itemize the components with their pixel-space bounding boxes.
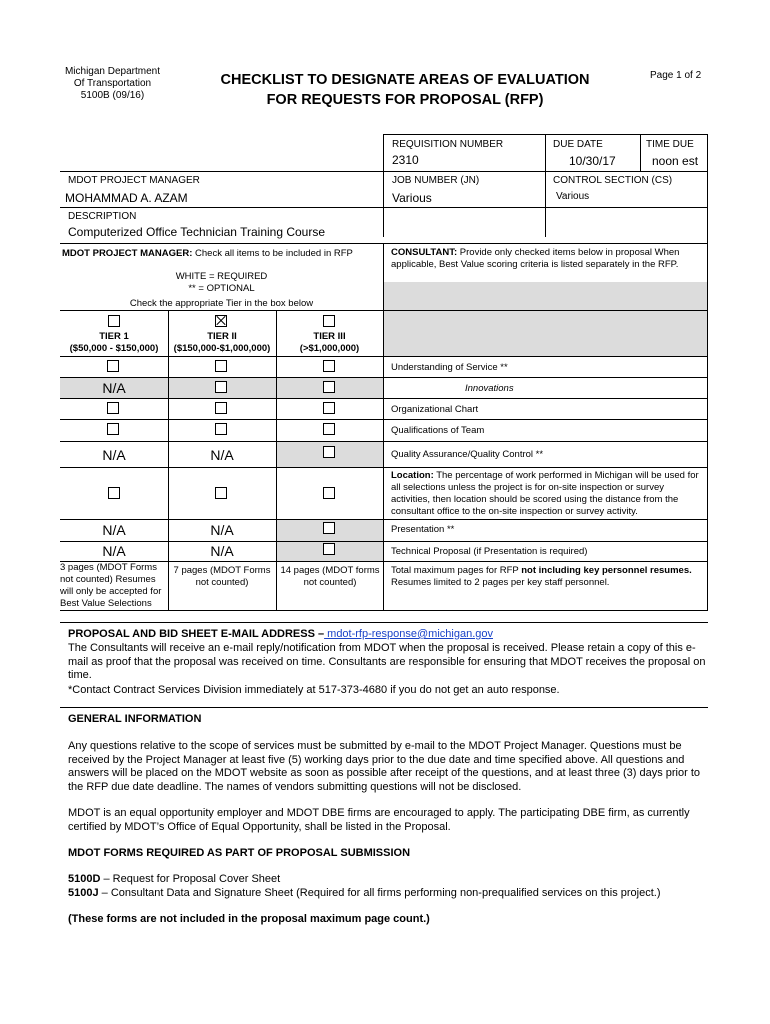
general-paragraph-eeo: MDOT is an equal opportunity employer and MDOT DBE firms are encouraged to apply. The participating DBE firm, as currently certified by MDOT’s Office of Equal Opportunity, shall be listed in the Proposal. <box>68 807 690 833</box>
location-tier2-checkbox[interactable] <box>215 487 227 499</box>
criterion-qualifications: Qualifications of Team <box>391 425 485 436</box>
criterion-org-chart: Organizational Chart <box>391 404 479 415</box>
qualifications-tier1-checkbox[interactable] <box>107 423 119 435</box>
email-body: The Consultants will receive an e-mail reply/notification from MDOT when the proposal is received. Please retain a copy of this e-mail as proof that the proposal was received on time. Consultants are responsible for ensuring that MDOT receives the proposal on time. <box>68 642 706 681</box>
tier-3-label: TIER III (>$1,000,000) <box>299 331 360 354</box>
forms-note: (These forms are not included in the proposal maximum page count.) <box>68 913 430 925</box>
qualifications-tier3-checkbox[interactable] <box>323 423 335 435</box>
job-number-field[interactable]: Various <box>392 191 432 205</box>
criterion-qa-qc: Quality Assurance/Quality Control ** <box>391 449 544 460</box>
requisition-field[interactable]: 2310 <box>392 153 419 167</box>
na-label: N/A <box>102 380 126 396</box>
tier-1-label: TIER 1 ($50,000 - $150,000) <box>69 331 159 354</box>
pm-instructions: MDOT PROJECT MANAGER: Check all items to be included in RFP <box>62 248 353 259</box>
tier-criteria-shade <box>384 310 708 356</box>
innovations-tier3-checkbox[interactable] <box>323 381 335 393</box>
general-paragraph-questions: Any questions relative to the scope of services must be submitted by e-mail to the MDOT Project Manager. Questions must be received by the Project Manager at least five (5) working days prior to the due date and time specified above. All questions and answers will be placed on the MDOT website as soon as possible after receipt of the questions, and at least three (3) days prior to the RFP due date deadline. The names of vendors submitting questions will not be disclosed. <box>68 740 701 793</box>
time-due-field[interactable]: noon est <box>652 154 699 168</box>
email-link[interactable]: mdot-rfp-response@michigan.gov <box>324 628 493 640</box>
criterion-technical-proposal: Technical Proposal (if Presentation is required) <box>391 546 588 557</box>
project-manager-field[interactable]: MOHAMMAD A. AZAM <box>65 191 188 205</box>
time-due-label: TIME DUE <box>646 139 694 150</box>
forms-heading: MDOT FORMS REQUIRED AS PART OF PROPOSAL SUBMISSION <box>68 847 411 859</box>
orgchart-tier1-checkbox[interactable] <box>107 402 119 414</box>
tier-3-checkbox[interactable] <box>323 315 335 327</box>
agency-name: Michigan Department Of Transportation 5100B (09/16) <box>64 66 161 101</box>
criterion-innovations: Innovations <box>465 383 514 394</box>
description-label: DESCRIPTION <box>68 211 137 222</box>
criterion-presentation: Presentation ** <box>391 524 455 535</box>
understanding-tier2-checkbox[interactable] <box>215 360 227 372</box>
description-field[interactable]: Computerized Office Technician Training Course <box>68 225 326 239</box>
criterion-understanding: Understanding of Service ** <box>391 362 508 373</box>
qaqc-tier3-checkbox[interactable] <box>323 446 335 458</box>
na-label: N/A <box>102 543 126 559</box>
na-label: N/A <box>210 447 234 463</box>
tier2-page-limit: 7 pages (MDOT Forms not counted) <box>173 565 271 588</box>
email-heading: PROPOSAL AND BID SHEET E-MAIL ADDRESS – mdot-rfp-response@michigan.gov <box>68 628 493 640</box>
location-tier1-checkbox[interactable] <box>108 487 120 499</box>
na-label: N/A <box>102 447 126 463</box>
page-number: Page 1 of 2 <box>650 70 702 81</box>
innovations-tier2-checkbox[interactable] <box>215 381 227 393</box>
control-section-label: CONTROL SECTION (CS) <box>553 175 673 186</box>
location-tier3-checkbox[interactable] <box>323 487 335 499</box>
qualifications-tier2-checkbox[interactable] <box>215 423 227 435</box>
na-label: N/A <box>210 543 234 559</box>
form-5100j: 5100J – Consultant Data and Signature Sheet (Required for all firms performing non-prequalified services on this project.) <box>68 887 661 899</box>
orgchart-tier2-checkbox[interactable] <box>215 402 227 414</box>
na-label: N/A <box>102 522 126 538</box>
na-label: N/A <box>210 522 234 538</box>
tier-2-label: TIER II ($150,000-$1,000,000) <box>173 331 271 354</box>
due-date-field[interactable]: 10/30/17 <box>569 154 616 168</box>
general-heading: GENERAL INFORMATION <box>68 713 202 725</box>
criterion-page-limit: Total maximum pages for RFP not including key personnel resumes. Resumes limited to 2 pages per key staff personnel. <box>391 565 692 588</box>
requisition-label: REQUISITION NUMBER <box>392 139 504 150</box>
legend: WHITE = REQUIRED ** = OPTIONAL <box>175 271 268 294</box>
criterion-location: Location: The percentage of work performed in Michigan will be used for all selections unless the project is for on-site inspection or survey activities, then location should be scored using the distance from the consultant office to the on-site inspection or survey activity. <box>391 470 699 517</box>
project-manager-label: MDOT PROJECT MANAGER <box>68 175 200 186</box>
job-number-label: JOB NUMBER (JN) <box>392 175 480 186</box>
form-5100d: 5100D – Request for Proposal Cover Sheet <box>68 873 281 885</box>
consultant-shade <box>384 282 708 310</box>
tier-1-checkbox[interactable] <box>108 315 120 327</box>
contact-note: *Contact Contract Services Division immediately at 517-373-4680 if you do not get an auto response. <box>68 684 560 696</box>
due-date-label: DUE DATE <box>553 139 603 150</box>
tier-2-checkbox[interactable] <box>215 315 227 327</box>
tier1-page-limit: 3 pages (MDOT Forms not counted) Resumes will only be accepted for Best Value Selections <box>60 562 162 609</box>
page-title: CHECKLIST TO DESIGNATE AREAS OF EVALUATION FOR REQUESTS FOR PROPOSAL (RFP) <box>220 72 590 108</box>
technical-tier3-checkbox[interactable] <box>323 543 335 555</box>
understanding-tier3-checkbox[interactable] <box>323 360 335 372</box>
presentation-tier3-checkbox[interactable] <box>323 522 335 534</box>
tier3-page-limit: 14 pages (MDOT forms not counted) <box>280 565 380 588</box>
understanding-tier1-checkbox[interactable] <box>107 360 119 372</box>
control-section-field[interactable]: Various <box>556 191 590 202</box>
tier-instructions: Check the appropriate Tier in the box below <box>129 298 314 309</box>
consultant-instructions: CONSULTANT: Provide only checked items below in proposal When applicable, Best Value scoring criteria is listed separately in the RFP. <box>391 247 680 270</box>
orgchart-tier3-checkbox[interactable] <box>323 402 335 414</box>
